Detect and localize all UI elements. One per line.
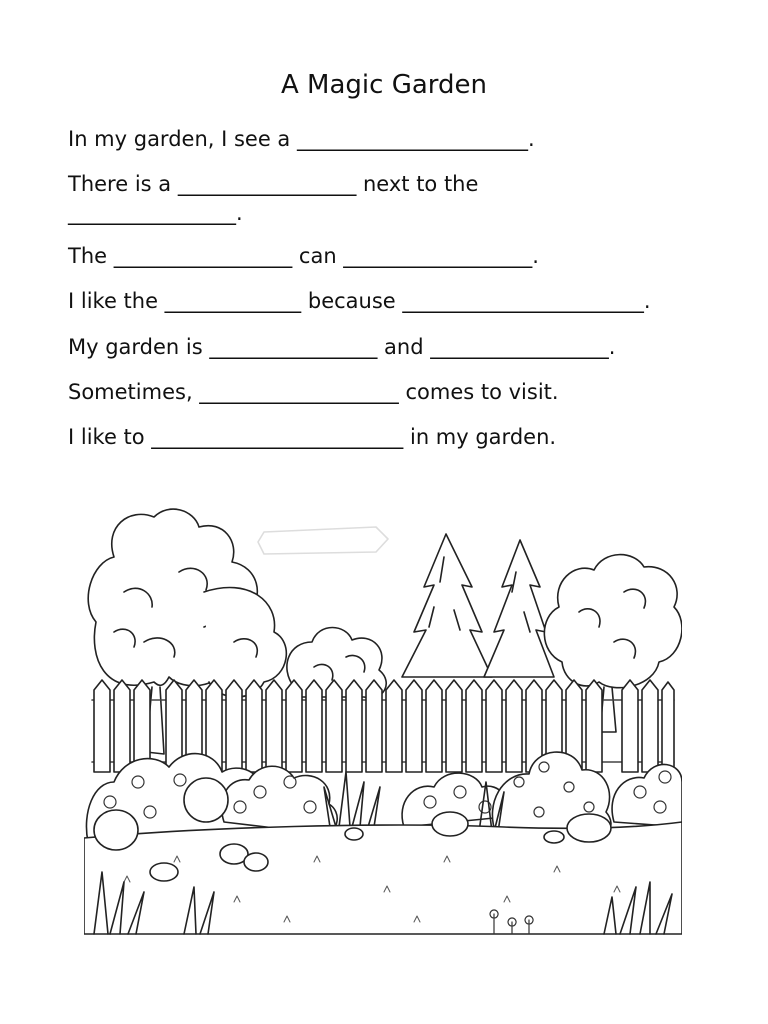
sentence-line-2-continued: ________________. [68,201,243,225]
garden-illustration [84,482,682,958]
page-title: A Magic Garden [281,70,487,100]
sentence-line-3: The _________________ can __________________. [68,244,539,268]
faint-sign-shape [258,527,388,554]
pine-trees [402,534,554,677]
sentence-line-2: There is a _________________ next to the [68,172,479,196]
sentence-line-1: In my garden, I see a ______________________. [68,127,535,151]
sentence-line-4: I like the _____________ because _______________________. [68,289,651,313]
sentence-line-7: I like to ________________________ in my garden. [68,425,557,449]
sentence-line-5: My garden is ________________ and _________________. [68,335,616,359]
sentence-line-6: Sometimes, ___________________ comes to visit. [68,380,559,404]
